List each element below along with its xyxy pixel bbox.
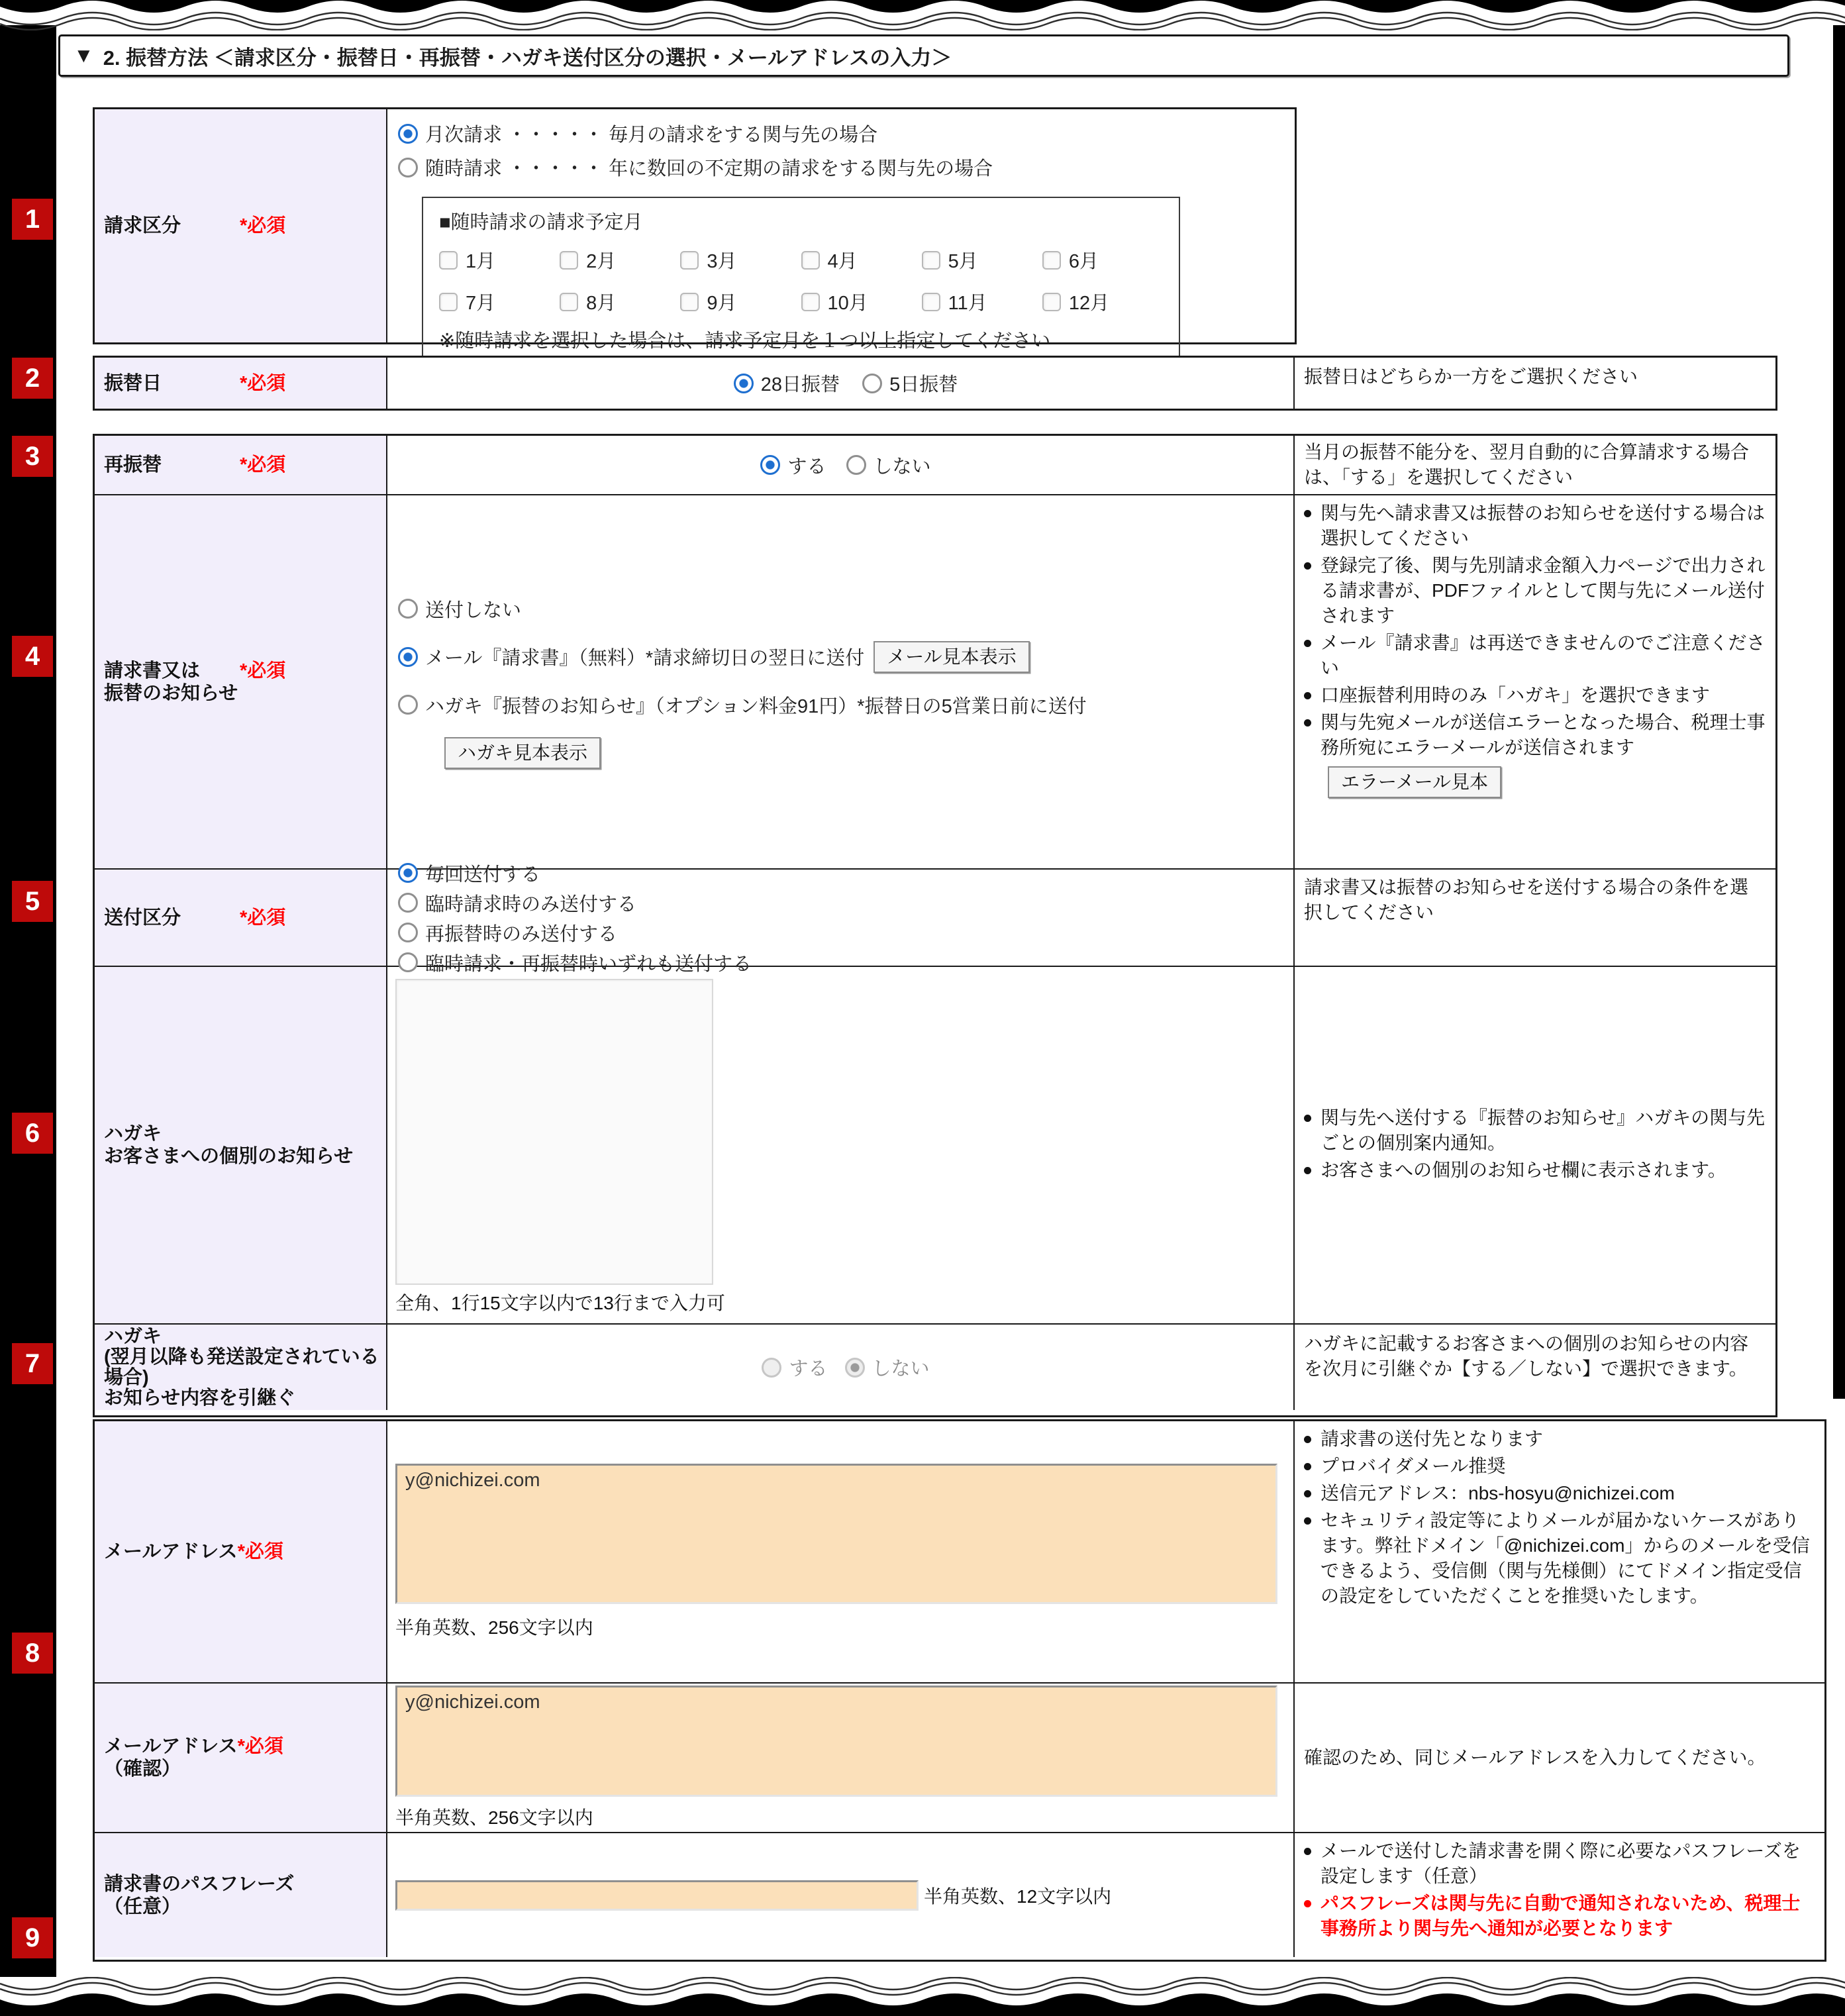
help-bullet: プロバイダメール推奨 — [1304, 1454, 1815, 1479]
transfer-day-help-cell — [1295, 358, 1775, 409]
email-confirm-help-cell — [1295, 1684, 1824, 1832]
month-label: 7月 — [466, 293, 496, 314]
help-bullet: メールで送付した請求書を開く際に必要なパスフレーズを設定します（任意） — [1304, 1839, 1815, 1889]
postcard-notice-note: 全角、1行15文字以内で13行まで入力可 — [395, 1293, 725, 1313]
carry-over-help-cell — [1295, 1325, 1775, 1410]
billing-type-table — [93, 107, 1297, 352]
invoice-content-cell — [387, 495, 1295, 868]
form-row-send-category — [95, 864, 1775, 975]
month-checkbox-jul[interactable] — [439, 288, 560, 315]
mail-sample-button[interactable]: メール見本表示 — [873, 641, 1029, 673]
form-row-transfer-day — [95, 358, 1775, 409]
help-bullet: 口座振替利用時のみ「ハガキ」を選択できます — [1304, 683, 1766, 708]
help-bullet: 請求書の送付先となります — [1304, 1427, 1815, 1452]
occasional-months-box — [422, 197, 1180, 365]
email-passphrase-table — [93, 1419, 1826, 1962]
row-label: 再振替 — [104, 454, 162, 476]
step-badge-8: 8 — [12, 1633, 53, 1674]
right-border-strip — [1833, 25, 1845, 1399]
required-badge: *必須 — [240, 907, 286, 929]
email-confirm-textarea[interactable] — [395, 1686, 1277, 1797]
radio-label: 臨時請求時のみ送付する — [425, 893, 637, 915]
passphrase-help-cell — [1295, 1833, 1824, 1957]
email-textarea[interactable] — [395, 1464, 1277, 1604]
email-confirm-content-cell — [387, 1684, 1295, 1832]
step-badge-3: 3 — [12, 436, 53, 477]
send-category-content-cell — [387, 864, 1295, 975]
radio-label: しない — [872, 1358, 930, 1380]
invoice-help-cell — [1295, 495, 1775, 868]
send-category-radio-retransfer-only[interactable] — [398, 919, 1293, 946]
row-label: 請求区分 — [104, 215, 181, 236]
radio-selected-icon[interactable] — [734, 374, 754, 393]
help-warning-bullet: パスフレーズは関与先に自動で通知されないため、税理士事務所より関与先へ通知が必要となります — [1304, 1891, 1815, 1941]
checkbox-icon[interactable] — [439, 293, 458, 311]
row-label-line2: （確認） — [104, 1758, 181, 1780]
bullet-icon — [1304, 1517, 1311, 1525]
radio-unselected-icon[interactable] — [398, 695, 418, 715]
required-badge: *必須 — [240, 660, 286, 681]
row-label: ハガキ — [104, 1123, 162, 1144]
postcard-notice-content-cell — [387, 967, 1295, 1323]
section-header — [58, 34, 1789, 77]
email-note: 半角英数、256文字以内 — [395, 1617, 593, 1638]
bullet-icon — [1304, 1167, 1311, 1174]
row-label: 振替日 — [104, 372, 162, 394]
postcard-notice-label-cell — [95, 967, 387, 1323]
passphrase-input[interactable] — [395, 1880, 919, 1911]
required-badge: *必須 — [237, 1541, 283, 1562]
carry-over-label-cell — [95, 1325, 387, 1410]
transfer-day-label-cell — [95, 358, 387, 409]
torn-edge-top-decoration — [0, 0, 1845, 30]
radio-label: しない — [873, 456, 931, 478]
radio-label: 28日振替 — [760, 374, 840, 395]
billing-type-radio-occasional[interactable] — [398, 154, 1295, 181]
bullet-icon — [1304, 640, 1311, 647]
left-border-strip — [0, 25, 56, 1977]
month-checkbox-may[interactable] — [922, 246, 1042, 274]
bullet-icon — [1304, 692, 1311, 699]
month-label: 1月 — [466, 251, 496, 272]
required-badge: *必須 — [240, 215, 286, 236]
postcard-notice-textarea[interactable] — [395, 979, 713, 1285]
form-row-passphrase — [95, 1832, 1824, 1957]
checkbox-icon[interactable] — [1042, 293, 1061, 311]
transfer-day-table — [93, 356, 1777, 411]
step-badge-2: 2 — [12, 358, 53, 399]
billing-type-radio-monthly[interactable] — [398, 120, 1295, 147]
step-badge-9: 9 — [12, 1917, 53, 1958]
month-checkbox-nov[interactable] — [922, 288, 1042, 315]
send-category-help-cell — [1295, 870, 1775, 966]
email-help-cell — [1295, 1421, 1824, 1682]
radio-label: 再振替時のみ送付する — [425, 923, 618, 945]
help-text: 当月の振替不能分を、翌月自動的に合算請求する場合は、「する」を選択してください — [1304, 442, 1750, 487]
billing-type-label-cell — [95, 109, 387, 342]
form-row-retransfer — [95, 436, 1775, 494]
radio-label: 臨時請求・再振替時いずれも送付する — [425, 953, 752, 975]
month-label: 10月 — [827, 293, 868, 314]
month-label: 8月 — [586, 293, 617, 314]
checkbox-icon[interactable] — [922, 251, 940, 270]
carry-over-content-cell — [387, 1325, 1295, 1410]
month-label: 4月 — [827, 251, 858, 272]
help-bullet: セキュリティ設定等によりメールが届かないケースがあります。弊社ドメイン「@nichizei.com」からのメールを受信できるよう、受信側（関与先様側）にてドメイン指定受信の設定をしていただくことを推奨いたします。 — [1304, 1508, 1815, 1609]
radio-label: する — [787, 456, 826, 478]
radio-unselected-icon[interactable] — [846, 455, 866, 475]
checkbox-icon[interactable] — [439, 251, 458, 270]
month-label: 3月 — [707, 251, 737, 272]
bullet-icon — [1304, 1490, 1311, 1497]
radio-unselected-icon[interactable] — [398, 158, 418, 177]
row-label: メールアドレス — [104, 1541, 238, 1562]
checkbox-icon[interactable] — [922, 293, 940, 311]
row-label: ハガキ — [104, 1325, 162, 1347]
month-checkbox-apr[interactable] — [801, 246, 922, 274]
radio-selected-icon[interactable] — [398, 863, 418, 883]
invoice-radio-mail[interactable] — [398, 643, 864, 670]
bullet-icon — [1304, 1463, 1311, 1470]
torn-edge-bottom-decoration — [0, 1977, 1845, 2016]
section-header-title: 2. 振替方法 ＜請求区分・振替日・再振替・ハガキ送付区分の選択・メールアドレスの入力＞ — [103, 46, 952, 70]
radio-label: 毎回送付する — [425, 864, 541, 885]
month-checkbox-jan[interactable] — [439, 246, 560, 274]
retransfer-label-cell — [95, 436, 387, 494]
radio-label: する — [789, 1358, 828, 1380]
radio-label: 送付しない — [425, 599, 522, 621]
radio-disabled-selected-icon[interactable] — [845, 1358, 865, 1378]
month-label: 11月 — [948, 293, 987, 314]
checkbox-icon[interactable] — [560, 251, 578, 270]
checkbox-icon[interactable] — [560, 293, 578, 311]
invoice-radio-postcard[interactable] — [398, 691, 1293, 719]
radio-unselected-icon[interactable] — [862, 374, 882, 393]
row-label-line2: (翌月以降も発送設定されている場合) — [104, 1346, 379, 1388]
send-category-radio-every[interactable] — [398, 860, 1293, 887]
error-mail-sample-button[interactable]: エラーメール見本 — [1328, 766, 1501, 798]
transfer-day-radio-28[interactable] — [734, 370, 840, 397]
month-label: 12月 — [1068, 293, 1110, 314]
month-checkbox-dec[interactable] — [1042, 288, 1163, 315]
email-label-cell — [95, 1421, 387, 1682]
checkbox-icon[interactable] — [1042, 251, 1061, 270]
form-row-carry-over — [95, 1323, 1775, 1410]
months-box-note: ※随時請求を選択した場合は、請求予定月を１つ以上指定してください — [439, 330, 1051, 352]
postcard-notice-help-cell — [1295, 967, 1775, 1323]
bullet-icon — [1304, 1848, 1311, 1855]
form-row-invoice-or-notice — [95, 494, 1775, 868]
bullet-icon — [1304, 719, 1311, 727]
radio-disabled-unselected-icon[interactable] — [762, 1358, 781, 1378]
billing-type-content-cell — [387, 109, 1295, 352]
checkbox-icon[interactable] — [680, 251, 699, 270]
bullet-icon — [1304, 1436, 1311, 1443]
help-text: 確認のため、同じメールアドレスを入力してください。 — [1304, 1747, 1766, 1768]
step-badge-6: 6 — [12, 1113, 53, 1154]
radio-label: ハガキ『振替のお知らせ』（オプション料金91円）*振替日の5営業日前に送付 — [425, 695, 1087, 717]
radio-unselected-icon[interactable] — [398, 893, 418, 913]
passphrase-label-cell — [95, 1833, 387, 1957]
required-badge: *必須 — [237, 1736, 283, 1757]
radio-label: 月次請求 ・・・・・ 毎月の請求をする関与先の場合 — [425, 125, 878, 146]
section-collapse-icon[interactable]: ▼ — [74, 44, 94, 67]
form-row-billing-type — [95, 109, 1295, 352]
month-label: 2月 — [586, 251, 617, 272]
month-checkbox-feb[interactable] — [560, 246, 680, 274]
month-label: 6月 — [1068, 251, 1099, 272]
required-badge: *必須 — [240, 372, 286, 394]
carry-over-radio-yes[interactable] — [762, 1354, 827, 1381]
row-label: メールアドレス — [104, 1736, 238, 1757]
form-row-postcard-notice — [95, 966, 1775, 1323]
row-label-line2: 振替のお知らせ — [104, 682, 238, 704]
row-label-line2: （任意） — [104, 1895, 181, 1917]
month-label: 5月 — [948, 251, 978, 272]
help-bullet: お客さまへの個別のお知らせ欄に表示されます。 — [1304, 1158, 1766, 1183]
help-bullet: 関与先へ請求書又は振替のお知らせを送付する場合は選択してください — [1304, 501, 1766, 551]
passphrase-note: 半角英数、12文字以内 — [924, 1886, 1112, 1907]
invoice-label-cell — [95, 495, 387, 868]
checkbox-icon[interactable] — [801, 251, 820, 270]
month-checkbox-sep[interactable] — [680, 288, 801, 315]
retransfer-radio-yes[interactable] — [760, 452, 826, 479]
bullet-icon — [1304, 562, 1311, 570]
email-confirm-note: 半角英数、256文字以内 — [395, 1807, 593, 1828]
radio-unselected-icon[interactable] — [398, 599, 418, 619]
send-category-label-cell — [95, 870, 387, 966]
month-checkbox-aug[interactable] — [560, 288, 680, 315]
radio-label: 随時請求 ・・・・・ 年に数回の不定期の請求をする関与先の場合 — [425, 158, 993, 179]
month-label: 9月 — [707, 293, 737, 314]
retransfer-radio-no[interactable] — [846, 452, 931, 479]
month-checkbox-oct[interactable] — [801, 288, 922, 315]
radio-unselected-icon[interactable] — [398, 923, 418, 942]
passphrase-content-cell — [387, 1833, 1295, 1957]
radio-label: メール『請求書』（無料）*請求締切日の翌日に送付 — [425, 648, 865, 669]
email-confirm-label-cell — [95, 1684, 387, 1832]
step-badge-1: 1 — [12, 199, 53, 240]
months-grid — [439, 246, 1163, 315]
checkbox-icon[interactable] — [680, 293, 699, 311]
help-text: 請求書又は振替のお知らせを送付する場合の条件を選択してください — [1304, 877, 1749, 923]
help-bullet: 関与先へ送付する『振替のお知らせ』ハガキの関与先ごとの個別案内通知。 — [1304, 1105, 1766, 1156]
row-label: 請求書のパスフレーズ — [104, 1873, 295, 1895]
transfer-settings-table — [93, 434, 1777, 1417]
help-bullet: 登録完了後、関与先別請求金額入力ページで出力される請求書が、PDFファイルとして関与先にメール送付されます — [1304, 553, 1766, 629]
months-box-title: ■随時請求の請求予定月 — [439, 212, 643, 233]
email-content-cell — [387, 1421, 1295, 1682]
step-badge-5: 5 — [12, 881, 53, 922]
month-checkbox-jun[interactable] — [1042, 246, 1163, 274]
invoice-radio-none[interactable] — [398, 595, 1293, 623]
bullet-icon — [1304, 510, 1311, 517]
required-badge: *必須 — [240, 454, 286, 476]
help-text: 振替日はどちらか一方をご選択ください — [1304, 366, 1638, 387]
help-text: ハガキに記載するお客さまへの個別のお知らせの内容を次月に引継ぐか【する／しない】で選択できます。 — [1304, 1333, 1749, 1379]
transfer-day-radio-5[interactable] — [862, 370, 958, 397]
form-row-email — [95, 1421, 1824, 1682]
row-label-line2: お客さまへの個別のお知らせ — [104, 1146, 354, 1167]
month-checkbox-mar[interactable] — [680, 246, 801, 274]
row-label-line3: お知らせ内容を引継ぐ — [104, 1387, 296, 1409]
checkbox-icon[interactable] — [801, 293, 820, 311]
radio-selected-icon[interactable] — [760, 455, 780, 475]
form-row-email-confirm — [95, 1682, 1824, 1832]
transfer-day-content-cell — [387, 358, 1295, 409]
postcard-sample-button[interactable]: ハガキ見本表示 — [444, 737, 601, 769]
help-bullet: メール『請求書』は再送できませんのでご注意ください — [1304, 630, 1766, 681]
radio-selected-icon[interactable] — [398, 647, 418, 667]
row-label: 送付区分 — [104, 907, 181, 929]
step-badge-7: 7 — [12, 1343, 53, 1384]
send-category-radio-temp-only[interactable] — [398, 889, 1293, 917]
radio-selected-icon[interactable] — [398, 124, 418, 144]
bullet-icon — [1304, 1115, 1311, 1122]
carry-over-radio-no[interactable] — [845, 1354, 930, 1381]
help-bullet: 関与先宛メールが送信エラーとなった場合、税理士事務所宛にエラーメールが送信されます — [1304, 710, 1766, 760]
retransfer-content-cell — [387, 436, 1295, 494]
retransfer-help-cell — [1295, 436, 1775, 494]
step-badge-4: 4 — [12, 636, 53, 677]
help-bullet: 送信元アドレス：nbs-hosyu@nichizei.com — [1304, 1481, 1815, 1506]
row-label: 請求書又は — [104, 660, 201, 681]
bullet-icon — [1304, 1900, 1311, 1907]
radio-label: 5日振替 — [889, 374, 958, 395]
